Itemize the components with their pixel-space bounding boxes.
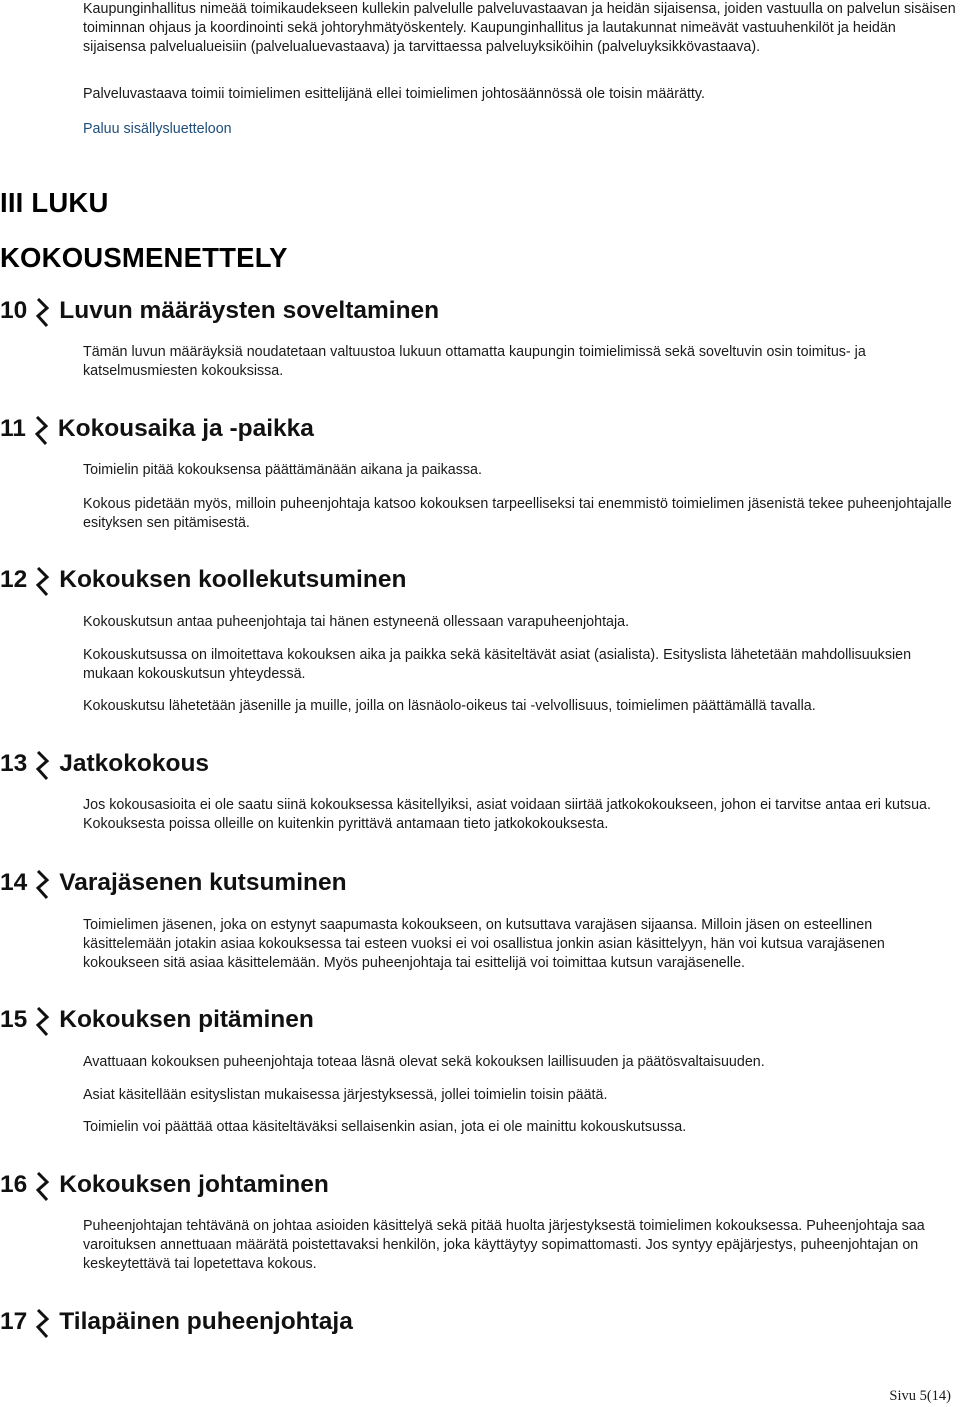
section-heading-14: [0, 868, 347, 898]
section-12-paragraph-1: Kokouskutsun antaa puheenjohtaja tai hänen estyneenä ollessaan varapuheenjohtaja.: [83, 614, 630, 630]
section-number: 14: [0, 869, 28, 896]
section-heading-11: [0, 414, 314, 444]
paragraph-sign-icon: [35, 751, 51, 781]
section-11-paragraph-2: Kokous pidetään myös, milloin puheenjohtaja katsoo kokouksen tarpeelliseksi tai enemmistö toimielimen jäsenistä tekee puheenjohtajalle esityksen sen pitämisestä.: [83, 496, 952, 531]
section-title: Kokouksen pitäminen: [59, 1006, 314, 1033]
section-title: Tilapäinen puheenjohtaja: [59, 1308, 353, 1335]
section-title: Luvun määräysten soveltaminen: [59, 297, 440, 324]
section-11-paragraph-1: Toimielin pitää kokouksensa päättämänään aikana ja paikassa.: [83, 462, 482, 478]
section-title: Varajäsenen kutsuminen: [59, 869, 347, 896]
page-number: Sivu 5(14): [889, 1388, 951, 1404]
back-to-toc-link[interactable]: Paluu sisällysluetteloon: [83, 121, 232, 137]
section-13-paragraph-1: Jos kokousasioita ei ole saatu siinä kokouksessa käsitellyiksi, asiat voidaan siirtää jatkokokoukseen, johon ei tarvitse antaa eri kutsua. Kokouksesta poissa olleille on kuitenkin pyrittävä antamaan tieto jatkokokouksesta.: [83, 797, 931, 832]
section-number: 17: [0, 1308, 28, 1335]
section-number: 16: [0, 1171, 28, 1198]
section-title: Kokouksen koollekutsuminen: [59, 566, 407, 593]
section-12-paragraph-3: Kokouskutsu lähetetään jäsenille ja muille, joilla on läsnäolo-oikeus tai -velvollisuus, toimielimen päättämällä tavalla.: [83, 698, 816, 714]
section-number: 11: [0, 415, 26, 442]
section-12-paragraph-2: Kokouskutsussa on ilmoitettava kokouksen aika ja paikka sekä käsiteltävät asiat (asialista). Esityslista lähetetään mahdollisuuksien mukaan kokouskutsun yhteydessä.: [83, 647, 912, 682]
section-number: 15: [0, 1006, 28, 1033]
chapter-number: III LUKU: [0, 187, 109, 218]
section-title: Kokouksen johtaminen: [59, 1171, 329, 1198]
paragraph-sign-icon: [35, 567, 51, 597]
section-heading-13: [0, 749, 209, 779]
section-heading-10: [0, 296, 439, 326]
paragraph-sign-icon: [34, 416, 50, 446]
section-15-paragraph-1: Avattuaan kokouksen puheenjohtaja toteaa läsnä olevat sekä kokouksen laillisuuden ja päätösvaltaisuuden.: [83, 1054, 765, 1070]
section-10-paragraph-1: Tämän luvun määräyksiä noudatetaan valtuustoa lukuun ottamatta kaupungin toimielimissä sekä soveltuvin osin toimitus- ja katselmusmiesten kokouksissa.: [83, 344, 866, 379]
paragraph-sign-icon: [35, 870, 51, 900]
section-15-paragraph-2: Asiat käsitellään esityslistan mukaisessa järjestyksessä, jollei toimielin toisin päätä.: [83, 1087, 608, 1103]
section-number: 10: [0, 297, 28, 324]
intro-paragraph-1: Kaupunginhallitus nimeää toimikaudekseen kullekin palvelulle palveluvastaavan ja heidän sijaisensa, joiden vastuulla on palvelun sisäisen toiminnan ohjaus ja koordinointi sekä johtoryhmätyöskentely. Kaupunginhallitus ja lautakunnat nimeävät vastuuhenkilöt ja heidän sijaisensa palvelualueisiin (palvelualuevastaava) ja tarvittaessa palveluyksiköihin (palveluyksikkövastaava).: [83, 1, 956, 55]
section-title: Jatkokokous: [59, 750, 210, 777]
section-heading-17: [0, 1307, 353, 1337]
section-number: 12: [0, 566, 28, 593]
chapter-title: KOKOUSMENETTELY: [0, 242, 288, 273]
section-14-paragraph-1: Toimielimen jäsenen, joka on estynyt saapumasta kokoukseen, on kutsuttava varajäsen sijaansa. Milloin jäsen on esteellinen käsittelemään jotakin asiaa kokouksessa tai esteen vuoksi ei voi osallistua jonkin asian käsittelyyn, hän voi kutsua varajäsenen kokoukseen sitä asiaa käsittelemään. Myös puheenjohtaja tai esittelijä voi toimittaa kutsun varajäsenelle.: [83, 917, 885, 971]
section-heading-12: [0, 565, 406, 595]
paragraph-sign-icon: [35, 1172, 51, 1202]
section-15-paragraph-3: Toimielin voi päättää ottaa käsiteltäväksi sellaisenkin asian, jota ei ole mainittu kokouskutsussa.: [83, 1119, 687, 1135]
paragraph-sign-icon: [35, 1007, 51, 1037]
section-16-paragraph-1: Puheenjohtajan tehtävänä on johtaa asioiden käsittelyä sekä pitää huolta järjestyksestä toimielimen kokouksessa. Puheenjohtaja saa varoituksen annettuaan määrätä poistettavaksi henkilön, joka käyttäytyy sopimattomasti. Jos syntyy epäjärjestys, puheenjohtajan on keskeytettävä tai lopetettava kokous.: [83, 1218, 925, 1272]
paragraph-sign-icon: [35, 298, 51, 328]
paragraph-sign-icon: [35, 1309, 51, 1339]
section-number: 13: [0, 750, 28, 777]
intro-paragraph-2: Palveluvastaava toimii toimielimen esittelijänä ellei toimielimen johtosäännössä ole toisin määrätty.: [83, 86, 705, 102]
section-title: Kokousaika ja -paikka: [57, 415, 314, 442]
section-heading-15: [0, 1005, 314, 1035]
section-heading-16: [0, 1170, 329, 1200]
